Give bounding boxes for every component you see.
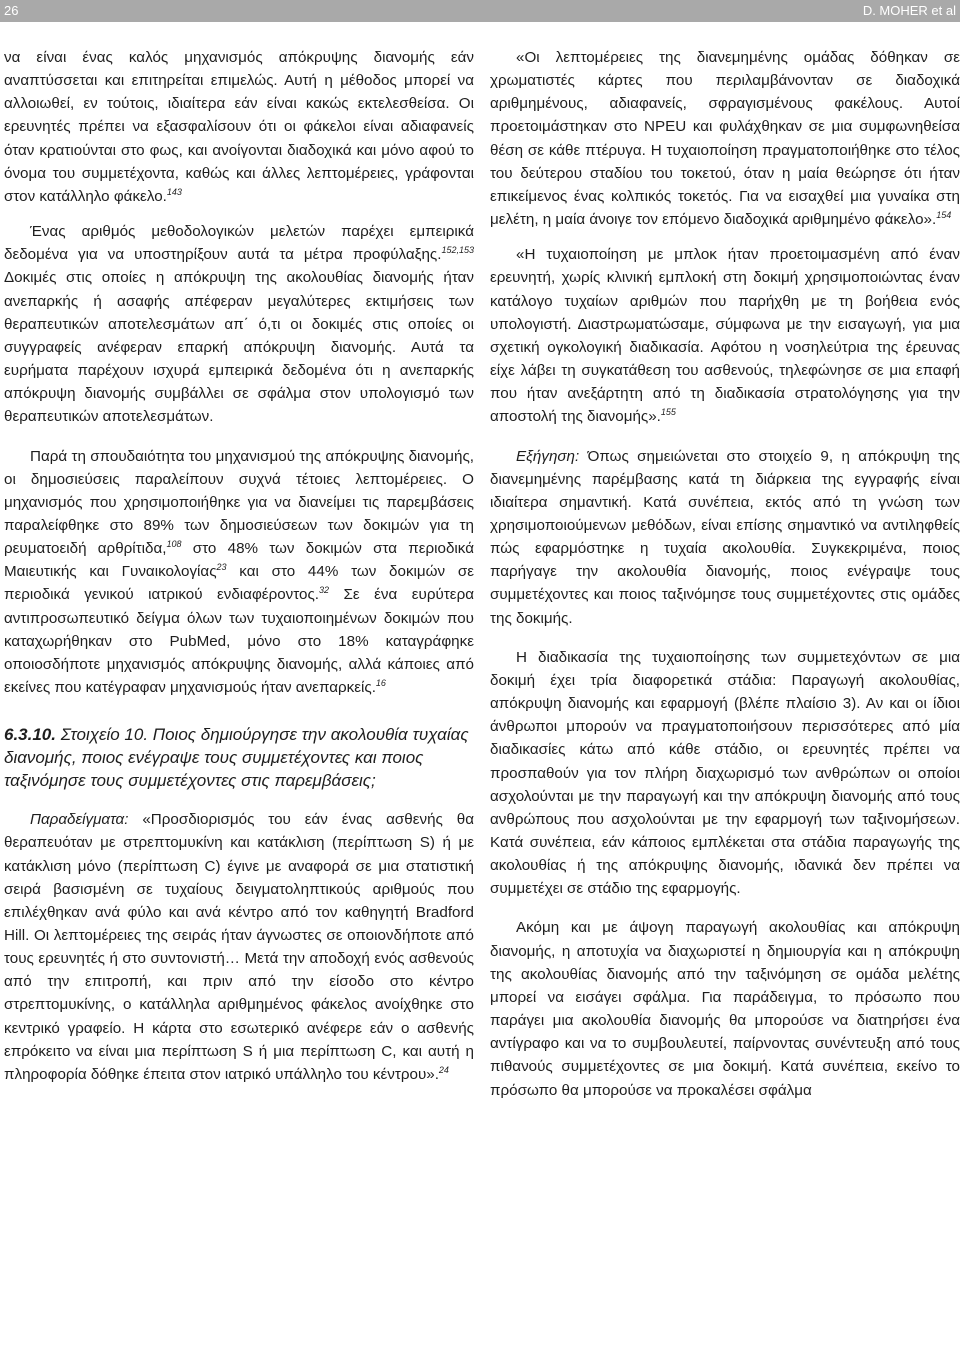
quote-paragraph: «Η τυχαιοποίηση με μπλοκ ήταν προετοιμασμένη από έναν ερευνητή, χωρίς κλινική εμπλοκή στη δοκιμή χρησιμοποιώντας έναν κατάλογο τυχαίων αριθμών που παρήχθη με τη βοήθεια ενός υπολογιστή. Διαστρωματώσαμε, σύμφωνα με την εισαγωγή, για μια σχετική ογκολογική διαδικασία. Αφότου η νοσηλεύτρια της έρευνας είχε λάβει τη συγκατάθεση του ασθενούς, τηλεφώνησε σε μια επαφή που ήταν ανεξάρτητη από τη διαδικασία στρατολόγησης για την αποστολή της διανομής».$^{155}$ [490, 246, 960, 426]
left-column [4, 46, 474, 1086]
reference-mark: 143 [166, 186, 182, 197]
reference-mark: 152,153 [441, 245, 474, 256]
paragraph: Η διαδικασία της τυχαιοποίησης των συμμετεχόντων σε μια δοκιμή έχει τρία διαφορετικά στάδια: Παραγωγή ακολουθίας, απόκρυψη διανομής και εφαρμογή (βλέπε πλαίσιο 3). Αν και οι ίδιοι άνθρωποι μπορούν να πραγματοποιήσουν περισσότερες από μία διαδικασίες κάτω από κάθε στάδιο, οι ερευνητές πρέπει να προσπαθούν για τον πλήρη διαχωρισμό των ανθρώπων οι οποίοι ασχολούνται με την παραγωγή και την απόκρυψη διανομής από τους ανθρώπους που ασχολούνται με την εφαρμογή των ταξινομήσεων. Κατά συνέπεια, εάν κάποιος εμπλέκεται στα στάδια παραγωγής της ακολουθίας ή της απόκρυψης διανομής, ιδανικά δεν πρέπει να συμμετέχει σε στάδιο της εφαρμογής. [490, 648, 960, 898]
running-head: D. MOHER et al [862, 3, 956, 18]
paragraph: Ένας αριθμός μεθοδολογικών μελετών παρέχει εμπειρικά δεδομένα για να υποστηρίξουν αυτά τα μέτρα προφύλαξης.$^{152,153}$ Δοκιμές στις οποίες η απόκρυψη της ακολουθίας διανομής ήταν ανεπαρκής ή ασαφής απέφεραν μεγαλύτερες εκτιμήσεις των θεραπευτικών αποτελεσμάτων απ΄ ό,τι οι δοκιμές στις οποίες οι συγγραφείς ανέφεραν επαρκή απόκρυψη διανομής. Αυτά τα ευρήματα παρέχουν ισχυρά εμπειρικά δεδομένα ότι η ανεπαρκής απόκρυψη διανομής συμβάλλει σε σφάλμα στον υπολογισμό των θεραπευτικών αποτελεσμάτων. [4, 223, 474, 426]
section-title: Στοιχείο 10. Ποιος δημιούργησε την ακολουθία τυχαίας διανομής, ποιος ενέγραψε τους συμμετέχοντες και ποιος ταξινόμησε τους συμμετέχοντες στις παρεμβάσεις; [4, 725, 469, 791]
quote-paragraph: «Οι λεπτομέρειες της διανεμημένης ομάδας δόθηκαν σε χρωματιστές κάρτες που περιλαμβάνονταν σε διαδοχικά αριθμημένους, αδιαφανείς, σφραγισμένους φακέλους. Αυτοί προετοιμάστηκαν στο NPEU και φυλάχθηκαν σε μια συμφωνηθείσα θέση σε κάθε πτέρυγα. Η τυχαιοποίηση πραγματοποιήθηκε στο τέλος του δεύτερου σταδίου του τοκετού, όταν η μαία θεώρησε ότι ήταν επικείμενος ένας κολπικός τοκετός. Για να εισαχθεί μια γυναίκα στη μελέτη, η μαία άνοιγε τον επόμενο διαδοχικά αριθμημένο φάκελο».$^{154}$ [490, 49, 960, 229]
reference-mark: 154 [936, 210, 952, 221]
paragraph: να είναι ένας καλός μηχανισμός απόκρυψης διανομής εάν αναπτύσσεται και επιτηρείται επιμελώς. Αυτή η μέθοδος μπορεί να αλλοιωθεί, εν τούτοις, ιδιαίτερα εάν είναι κακώς εκτελεσθείσα. Οι ερευνητές πρέπει να εξασφαλίσουν ότι οι φάκελοι είναι αδιαφανείς όταν κρατιούνται στο φως, και ανοίγονται διαδοχικά και μόνο αφού το όνομα του συμμετέχοντα, καθώς και άλλες λεπτομέρειες, γράφονται στον κατάλληλο φάκελο.$^{143}$ [4, 49, 474, 205]
reference-mark: 24 [438, 1064, 449, 1075]
section-number: 6.3.10. [4, 725, 56, 745]
page-header-bar [0, 0, 960, 22]
paragraph: Παραδείγματα: «Προσδιορισμός του εάν ένας ασθενής θα θεραπευόταν με στρεπτομυκίνη και κατάκλιση (περίπτωση S) ή με κατάκλιση μόνο (περίπτωση C) έγινε με αναφορά σε μια στατιστική σειρά βασισμένη σε τυχαίους δειγματοληπτικούς αριθμούς που επιλέχθηκαν ανά φύλο και ανά κέντρο από τον καθηγητή Bradford Hill. Οι λεπτομέρειες της σειράς ήταν άγνωστες σε οποιονδήποτε από τους ερευνητές ή στο συντονιστή… Μετά την αποδοχή ενός ασθενούς από την επιτροπή, και πριν από την είσοδο στο κέντρο στρεπτομυκίνης, ο κατάλληλα αριθμημένος φάκελος ανοίχθηκε στο κεντρικό γραφείο. Η κάρτα στο εσωτερικό ανέφερε εάν ο ασθενής επρόκειτο να είναι μια περίπτωση S ή μια περίπτωση C, και αυτή η πληροφορία δόθηκε έπειτα στον ιατρικό υπάλληλο του κέντρου».$^{24}$ [4, 811, 474, 1083]
paragraph: Παρά τη σπουδαιότητα του μηχανισμού της απόκρυψης διανομής, οι δημοσιεύσεις παραλείπουν συχνά τέτοιες λεπτομέρειες. Ο μηχανισμός που χρησιμοποιήθηκε για να διανείμει τις παρεμβάσεις παραλείφθηκε στο 89% των δημοσιεύσεων των δοκιμών για τη ρευματοειδή αρθρίτιδα,$^{108}$ στο 48% των δοκιμών στα περιοδικά Μαιευτικής και Γυναικολογίας$^{23}$ και στο 44% των δοκιμών σε περιοδικά γενικού ιατρικού ενδιαφέροντος.$^{32}$ Σε ένα ευρύτερα αντιπροσωπευτικό δείγμα όλων των τυχαιοποιημένων δοκιμών που καταχωρήθηκαν στο PubMed, μόνο στο 18% καταγράφηκε οποιοσδήποτε μηχανισμός απόκρυψης διανομής, αλλά κάποιες από εκείνες που κατέγραφαν μηχανισμούς ήταν ανεπαρκείς.$^{16}$ [4, 447, 474, 697]
reference-mark: 23 [216, 562, 227, 573]
paragraph: Ακόμη και με άψογη παραγωγή ακολουθίας και απόκρυψη διανομής, η αποτυχία να διαχωριστεί η δημιουργία και η απόκρυψη της ακολουθίας διανομής από την ταξινόμηση σε ομάδα μελέτης μπορεί να εισάγει σφάλμα. Για παράδειγμα, το πρόσωπο που παράγει μια ακολουθία διανομής θα μπορούσε να διατηρήσει ένα αντίγραφο και να το συμβουλευτεί, παίρνοντας συνέντευξη από τους πιθανούς συμμετέχοντες σε μια δοκιμή. Κατά συνέπεια, εκείνο το πρόσωπο θα μπορούσε να προκαλέσει σφάλμα [490, 919, 960, 1099]
reference-mark: 108 [166, 539, 182, 550]
reference-mark: 155 [660, 407, 676, 418]
section-heading [4, 723, 474, 792]
right-column [490, 46, 960, 1102]
page-number: 26 [4, 3, 19, 18]
explanation-label: Εξήγηση: [516, 447, 580, 465]
paragraph: Εξήγηση: Όπως σημειώνεται στο στοιχείο 9, η απόκρυψη της διανεμημένης παρέμβασης κατά τη διάρκεια της εγγραφής είναι ιδιαίτερα σημαντική. Κατά συνέπεια, εκτός από τη γνώση των χρησιμοποιούμενων μεθόδων, είναι επίσης σημαντικό να αντιληφθείς πώς εφαρμόστηκε η τυχαία ακολουθία. Συγκεκριμένα, ποιος παρήγαγε την ακολουθία διανομής, ποιος ενέγραψε τους συμμετέχοντες και ποιος ταξινόμησε τους συμμετέχοντες στις ομάδες της δοκιμής. [490, 447, 960, 627]
reference-mark: 16 [375, 678, 386, 689]
reference-mark: 32 [319, 585, 330, 596]
examples-label: Παραδείγματα: [30, 811, 129, 829]
